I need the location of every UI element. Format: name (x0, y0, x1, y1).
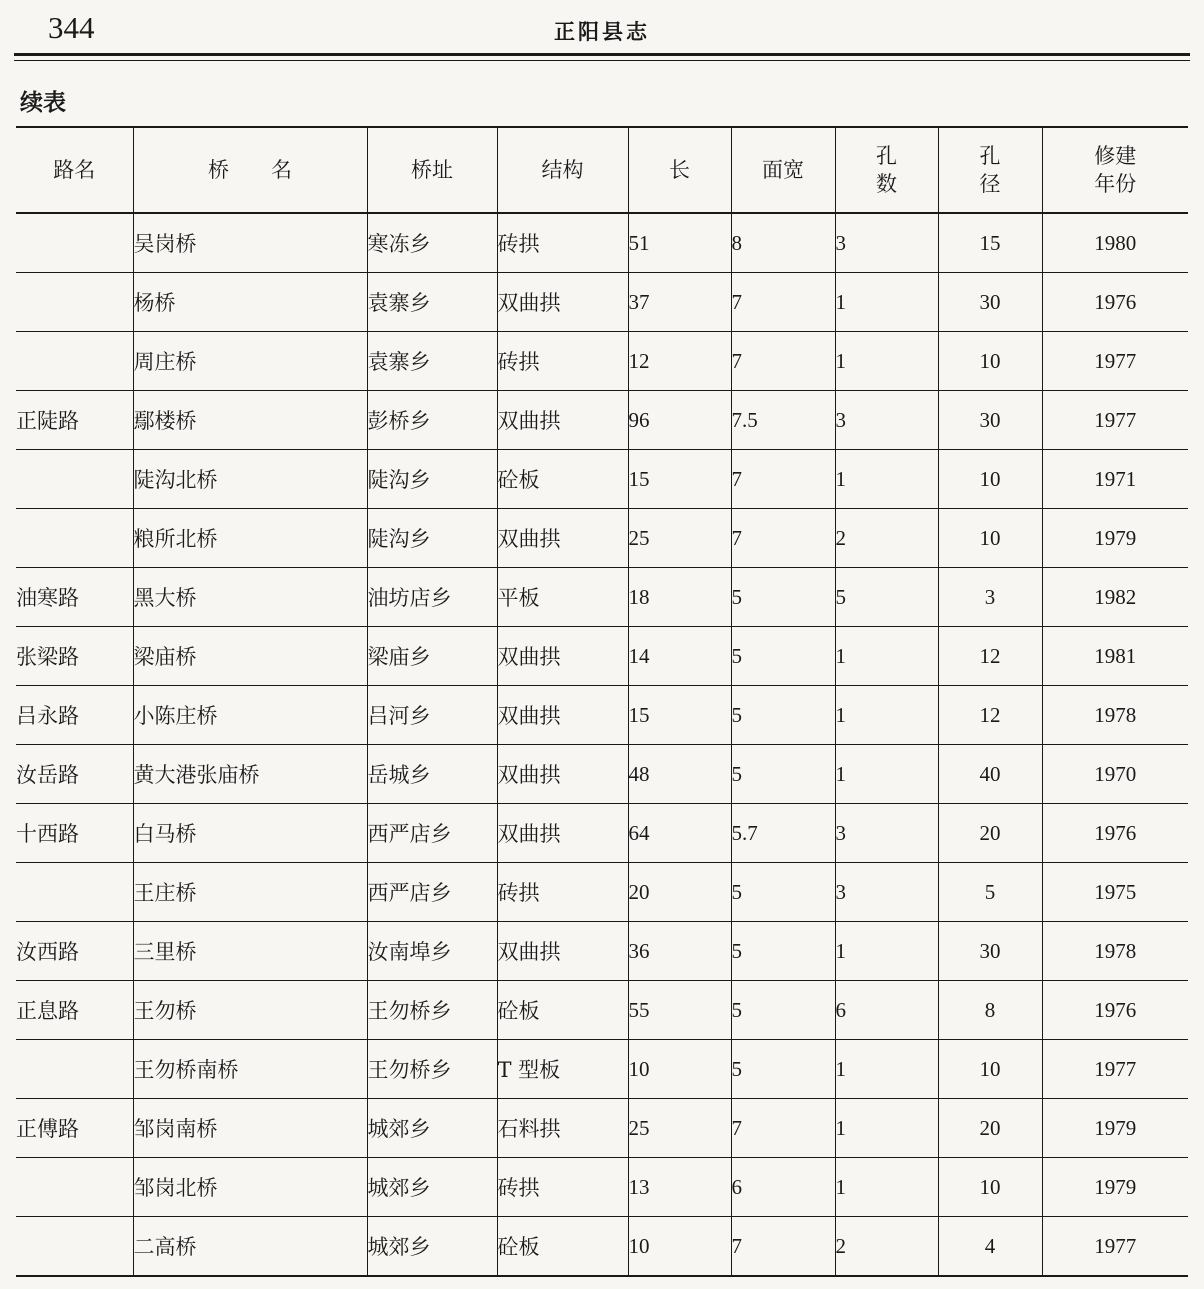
header-year (1042, 127, 1188, 213)
cell-length: 14 (628, 627, 731, 686)
cell-length: 13 (628, 1158, 731, 1217)
header-year-line2: 年份 (1094, 172, 1137, 196)
cell-length: 15 (628, 686, 731, 745)
table-row (16, 981, 1188, 1040)
cell-year: 1979 (1042, 1099, 1188, 1158)
cell-width: 7 (731, 1217, 835, 1277)
header-spans-line2: 数 (876, 172, 897, 196)
cell-road: 汝岳路 (16, 745, 133, 804)
cell-diameter: 40 (938, 745, 1042, 804)
cell-name: 王勿桥 (133, 981, 367, 1040)
cell-spans: 3 (835, 391, 938, 450)
cell-site: 城郊乡 (367, 1099, 497, 1158)
continued-label: 续表 (20, 89, 66, 116)
cell-year: 1978 (1042, 686, 1188, 745)
cell-diameter: 8 (938, 981, 1042, 1040)
cell-diameter: 30 (938, 273, 1042, 332)
cell-year: 1979 (1042, 1158, 1188, 1217)
cell-diameter: 15 (938, 213, 1042, 273)
cell-width: 5 (731, 745, 835, 804)
cell-year: 1980 (1042, 213, 1188, 273)
cell-site: 陡沟乡 (367, 509, 497, 568)
cell-width: 7 (731, 450, 835, 509)
table-row (16, 1158, 1188, 1217)
cell-spans: 1 (835, 450, 938, 509)
table-row (16, 1040, 1188, 1099)
cell-road: 油寒路 (16, 568, 133, 627)
cell-spans: 3 (835, 804, 938, 863)
cell-name: 梁庙桥 (133, 627, 367, 686)
cell-name: 周庄桥 (133, 332, 367, 391)
header-rule-thin (14, 60, 1190, 61)
cell-length: 48 (628, 745, 731, 804)
cell-name: 邹岗北桥 (133, 1158, 367, 1217)
cell-length: 18 (628, 568, 731, 627)
cell-site: 城郊乡 (367, 1217, 497, 1277)
cell-road: 正息路 (16, 981, 133, 1040)
cell-diameter: 10 (938, 509, 1042, 568)
table-row (16, 1217, 1188, 1277)
cell-structure: 双曲拱 (497, 627, 628, 686)
table-header-row (16, 127, 1188, 213)
cell-road (16, 1217, 133, 1277)
cell-name: 王勿桥南桥 (133, 1040, 367, 1099)
cell-spans: 1 (835, 745, 938, 804)
cell-year: 1979 (1042, 509, 1188, 568)
cell-width: 7.5 (731, 391, 835, 450)
cell-site: 油坊店乡 (367, 568, 497, 627)
cell-diameter: 30 (938, 922, 1042, 981)
cell-width: 7 (731, 273, 835, 332)
header-diameter-line2: 径 (979, 172, 1001, 196)
cell-structure: 砖拱 (497, 1158, 628, 1217)
cell-road: 正陡路 (16, 391, 133, 450)
table-row (16, 745, 1188, 804)
cell-road (16, 1040, 133, 1099)
cell-structure: 双曲拱 (497, 804, 628, 863)
cell-width: 7 (731, 332, 835, 391)
cell-year: 1982 (1042, 568, 1188, 627)
cell-width: 5 (731, 686, 835, 745)
cell-site: 寒冻乡 (367, 213, 497, 273)
header-width: 面宽 (731, 127, 835, 213)
cell-spans: 1 (835, 1040, 938, 1099)
cell-site: 袁寨乡 (367, 332, 497, 391)
table-row (16, 213, 1188, 273)
table-row (16, 686, 1188, 745)
cell-structure: 砼板 (497, 450, 628, 509)
cell-structure: 平板 (497, 568, 628, 627)
cell-name: 王庄桥 (133, 863, 367, 922)
cell-structure: 双曲拱 (497, 509, 628, 568)
cell-year: 1970 (1042, 745, 1188, 804)
cell-road (16, 450, 133, 509)
cell-spans: 5 (835, 568, 938, 627)
cell-spans: 1 (835, 686, 938, 745)
cell-year: 1977 (1042, 391, 1188, 450)
table-row (16, 863, 1188, 922)
cell-diameter: 4 (938, 1217, 1042, 1277)
cell-width: 7 (731, 1099, 835, 1158)
cell-diameter: 12 (938, 627, 1042, 686)
cell-length: 64 (628, 804, 731, 863)
cell-length: 36 (628, 922, 731, 981)
cell-length: 10 (628, 1217, 731, 1277)
cell-name: 杨桥 (133, 273, 367, 332)
header-spans-line1: 孔 (876, 144, 897, 168)
header-site: 桥址 (367, 127, 497, 213)
book-title: 正阳县志 (554, 19, 650, 44)
header-spans (835, 127, 938, 213)
cell-width: 5.7 (731, 804, 835, 863)
cell-diameter: 10 (938, 1040, 1042, 1099)
cell-name: 二高桥 (133, 1217, 367, 1277)
cell-year: 1975 (1042, 863, 1188, 922)
cell-length: 51 (628, 213, 731, 273)
cell-diameter: 30 (938, 391, 1042, 450)
cell-name: 粮所北桥 (133, 509, 367, 568)
cell-year: 1977 (1042, 1217, 1188, 1277)
cell-width: 6 (731, 1158, 835, 1217)
cell-road (16, 273, 133, 332)
cell-width: 8 (731, 213, 835, 273)
cell-width: 5 (731, 568, 835, 627)
cell-spans: 2 (835, 1217, 938, 1277)
cell-road: 正傅路 (16, 1099, 133, 1158)
header-diameter-line1: 孔 (979, 144, 1001, 168)
cell-length: 55 (628, 981, 731, 1040)
cell-road (16, 213, 133, 273)
cell-site: 汝南埠乡 (367, 922, 497, 981)
cell-site: 王勿桥乡 (367, 981, 497, 1040)
cell-spans: 3 (835, 213, 938, 273)
cell-structure: 双曲拱 (497, 745, 628, 804)
cell-length: 12 (628, 332, 731, 391)
cell-length: 10 (628, 1040, 731, 1099)
cell-spans: 1 (835, 1158, 938, 1217)
cell-diameter: 12 (938, 686, 1042, 745)
cell-road: 张梁路 (16, 627, 133, 686)
cell-spans: 1 (835, 1099, 938, 1158)
table-row (16, 922, 1188, 981)
cell-name: 陡沟北桥 (133, 450, 367, 509)
cell-road (16, 509, 133, 568)
cell-width: 5 (731, 863, 835, 922)
cell-site: 吕河乡 (367, 686, 497, 745)
cell-structure: 砼板 (497, 1217, 628, 1277)
cell-length: 20 (628, 863, 731, 922)
cell-spans: 1 (835, 273, 938, 332)
cell-structure: 砼板 (497, 981, 628, 1040)
cell-structure: 砖拱 (497, 213, 628, 273)
header-length: 长 (628, 127, 731, 213)
cell-road: 汝西路 (16, 922, 133, 981)
table-row (16, 568, 1188, 627)
cell-diameter: 20 (938, 1099, 1042, 1158)
cell-road (16, 332, 133, 391)
cell-name: 吴岗桥 (133, 213, 367, 273)
cell-year: 1981 (1042, 627, 1188, 686)
page-header (14, 6, 1190, 56)
table-row (16, 391, 1188, 450)
cell-width: 5 (731, 981, 835, 1040)
cell-name: 邹岗南桥 (133, 1099, 367, 1158)
table-body (16, 213, 1188, 1276)
cell-diameter: 10 (938, 450, 1042, 509)
cell-site: 陡沟乡 (367, 450, 497, 509)
table-row (16, 332, 1188, 391)
cell-width: 5 (731, 922, 835, 981)
cell-road: 十西路 (16, 804, 133, 863)
cell-name: 鄢楼桥 (133, 391, 367, 450)
cell-name: 白马桥 (133, 804, 367, 863)
cell-length: 37 (628, 273, 731, 332)
cell-year: 1971 (1042, 450, 1188, 509)
cell-site: 袁寨乡 (367, 273, 497, 332)
cell-site: 彭桥乡 (367, 391, 497, 450)
table-row (16, 273, 1188, 332)
header-year-line1: 修建 (1094, 144, 1137, 168)
cell-structure: 石料拱 (497, 1099, 628, 1158)
cell-year: 1978 (1042, 922, 1188, 981)
bridge-table (16, 126, 1188, 1277)
table-row (16, 450, 1188, 509)
cell-year: 1977 (1042, 332, 1188, 391)
cell-spans: 1 (835, 627, 938, 686)
cell-structure: 双曲拱 (497, 391, 628, 450)
cell-width: 7 (731, 509, 835, 568)
header-structure: 结构 (497, 127, 628, 213)
cell-width: 5 (731, 627, 835, 686)
cell-name: 三里桥 (133, 922, 367, 981)
cell-length: 25 (628, 509, 731, 568)
cell-name: 黑大桥 (133, 568, 367, 627)
cell-site: 岳城乡 (367, 745, 497, 804)
cell-road (16, 1158, 133, 1217)
cell-structure: 双曲拱 (497, 922, 628, 981)
cell-structure: 双曲拱 (497, 273, 628, 332)
cell-year: 1976 (1042, 981, 1188, 1040)
header-road: 路名 (16, 127, 133, 213)
cell-length: 15 (628, 450, 731, 509)
cell-structure: 砖拱 (497, 863, 628, 922)
cell-width: 5 (731, 1040, 835, 1099)
cell-year: 1976 (1042, 273, 1188, 332)
cell-structure: T 型板 (497, 1040, 628, 1099)
table-row (16, 1099, 1188, 1158)
cell-site: 王勿桥乡 (367, 1040, 497, 1099)
page-number: 344 (48, 10, 95, 45)
cell-year: 1977 (1042, 1040, 1188, 1099)
cell-length: 25 (628, 1099, 731, 1158)
cell-road: 吕永路 (16, 686, 133, 745)
cell-site: 梁庙乡 (367, 627, 497, 686)
cell-name: 小陈庄桥 (133, 686, 367, 745)
cell-name: 黄大港张庙桥 (133, 745, 367, 804)
table-row (16, 804, 1188, 863)
cell-diameter: 20 (938, 804, 1042, 863)
cell-diameter: 10 (938, 1158, 1042, 1217)
table-row (16, 509, 1188, 568)
header-name: 桥 名 (133, 127, 367, 213)
cell-site: 城郊乡 (367, 1158, 497, 1217)
cell-road (16, 863, 133, 922)
cell-spans: 1 (835, 922, 938, 981)
cell-length: 96 (628, 391, 731, 450)
header-rule-thick (14, 53, 1190, 56)
cell-spans: 3 (835, 863, 938, 922)
cell-spans: 2 (835, 509, 938, 568)
cell-site: 西严店乡 (367, 804, 497, 863)
header-diameter (938, 127, 1042, 213)
cell-site: 西严店乡 (367, 863, 497, 922)
cell-diameter: 5 (938, 863, 1042, 922)
cell-spans: 6 (835, 981, 938, 1040)
cell-spans: 1 (835, 332, 938, 391)
cell-structure: 砖拱 (497, 332, 628, 391)
cell-diameter: 3 (938, 568, 1042, 627)
cell-diameter: 10 (938, 332, 1042, 391)
table-row (16, 627, 1188, 686)
cell-year: 1976 (1042, 804, 1188, 863)
cell-structure: 双曲拱 (497, 686, 628, 745)
